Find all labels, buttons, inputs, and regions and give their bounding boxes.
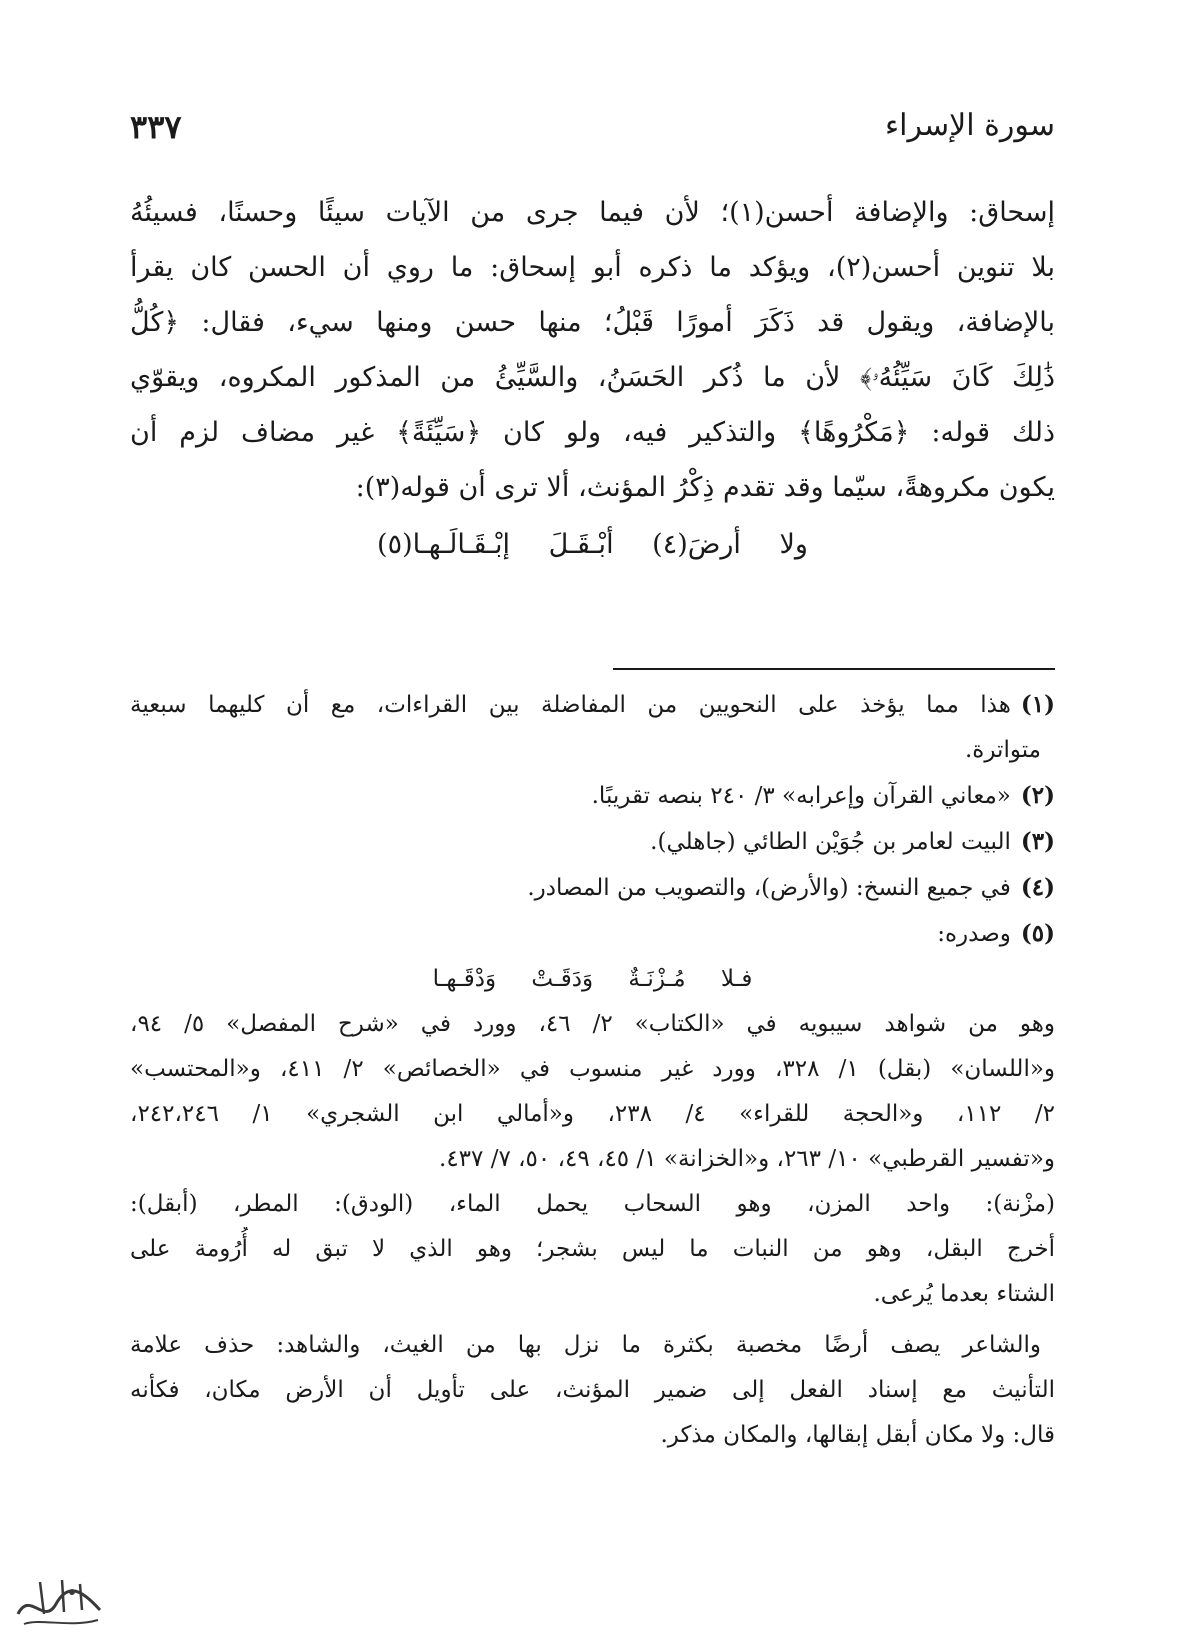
footnote-line: والشاعر يصف أرضًا مخصبة بكثرة ما نزل بها من الغيث، والشاهد: حذف علامة bbox=[130, 1332, 1041, 1358]
footnote-number: (٣) bbox=[1020, 828, 1055, 855]
footnote-verse: فـلا مُـزْنَـةٌ وَدَقَـتْ وَدْقَـهـا bbox=[432, 966, 753, 992]
footnote-number: (٥) bbox=[1020, 920, 1055, 947]
footnote-line: الشتاء بعدما يُرعى. bbox=[873, 1281, 1055, 1307]
footnote-line: أخرج البقل، وهو من النبات ما ليس بشجر؛ وهو الذي لا تبق له أُرُومة على bbox=[130, 1236, 1055, 1262]
page-header bbox=[130, 108, 1055, 152]
main-line: بالإضافة، ويقول قد ذَكَرَ أمورًا قَبْلُ؛ منها حسن ومنها سيء، فقال: ﴿كُلُّ bbox=[130, 307, 1055, 338]
main-line: يكون مكروهةً، سيّما وقد تقدم ذِكْرُ المؤنث، ألا ترى أن قوله(٣): bbox=[355, 472, 1055, 503]
footnote-line: وهو من شواهد سيبويه في «الكتاب» ٢/ ٤٦، وورد في «شرح المفصل» ٥/ ٩٤، bbox=[130, 1011, 1055, 1037]
footnote-line: و«اللسان» (بقل) ١/ ٣٢٨، وورد غير منسوب في «الخصائص» ٢/ ٤١١، و«المحتسب» bbox=[130, 1056, 1055, 1082]
footnote-number: (٢) bbox=[1020, 782, 1055, 809]
footnote-text: «معاني القرآن وإعرابه» ٣/ ٢٤٠ بنصه تقريبًا. bbox=[591, 783, 1011, 809]
footnote-text: وصدره: bbox=[937, 921, 1011, 947]
footnote-line: التأنيث مع إسناد الفعل إلى ضمير المؤنث، على تأويل أن الأرض مكان، فكأنه bbox=[130, 1377, 1055, 1403]
main-line: ذلك قوله: ﴿مَكْرُوهًا﴾ والتذكير فيه، ولو كان ﴿سَيِّئَةً﴾ غير مضاف لزم أن bbox=[130, 417, 1055, 448]
footnotes bbox=[130, 682, 1055, 1458]
publisher-logo bbox=[10, 1570, 110, 1636]
footnote-5 bbox=[130, 911, 1055, 957]
poetry-verse: ولا أرضَ(٤) أبْـقَـلَ إبْـقَـالَـهـا(٥) bbox=[377, 529, 808, 560]
footnote-text: البيت لعامر بن جُوَيْن الطائي (جاهلي). bbox=[650, 829, 1011, 855]
footnote-line: ٢/ ١١٢، و«الحجة للقراء» ٤/ ٢٣٨، و«أمالي ابن الشجري» ١/ ٢٤٢،٢٤٦، bbox=[130, 1101, 1055, 1127]
footnote-line: و«تفسير القرطبي» ١٠/ ٢٦٣، و«الخزانة» ١/ ٤٥، ٤٩، ٥٠، ٧/ ٤٣٧. bbox=[439, 1146, 1055, 1172]
main-line: إسحاق: والإضافة أحسن(١)؛ لأن فيما جرى من الآيات سيئًا وحسنًا، فسيئُهُ bbox=[130, 197, 1055, 228]
main-line: ذَٰلِكَ كَانَ سَيِّئُهُۥ﴾ لأن ما ذُكر الحَسَنُ، والسَّيِّئُ من المذكور المكروه، ويقوّي bbox=[130, 362, 1055, 393]
footnote-number: (٤) bbox=[1020, 874, 1055, 901]
footnote-line: (مزْنة): واحد المزن، وهو السحاب يحمل الماء، (الودق): المطر، (أبقل): bbox=[130, 1191, 1055, 1217]
footnote-2 bbox=[130, 773, 1055, 819]
footnote-1 bbox=[130, 682, 1055, 728]
footnote-line: قال: ولا مكان أبقل إبقالها، والمكان مذكر. bbox=[660, 1422, 1055, 1448]
footnote-text: في جميع النسخ: (والأرض)، والتصويب من المصادر. bbox=[527, 875, 1011, 901]
footnote-text: هذا مما يؤخذ على النحويين من المفاضلة بين القراءات، مع أن كليهما سبعية bbox=[130, 692, 1011, 718]
running-title: سورة الإسراء bbox=[885, 108, 1055, 143]
footnote-3 bbox=[130, 819, 1055, 865]
page-number: ٣٣٧ bbox=[130, 108, 182, 146]
footnote-number: (١) bbox=[1020, 691, 1055, 718]
main-text bbox=[130, 185, 1055, 572]
footnote-4 bbox=[130, 865, 1055, 911]
footnote-1-cont: متواترة. bbox=[965, 737, 1041, 763]
footnote-separator bbox=[613, 668, 1055, 670]
main-line: بلا تنوين أحسن(٢)، ويؤكد ما ذكره أبو إسحاق: ما روي أن الحسن كان يقرأ bbox=[130, 252, 1055, 283]
